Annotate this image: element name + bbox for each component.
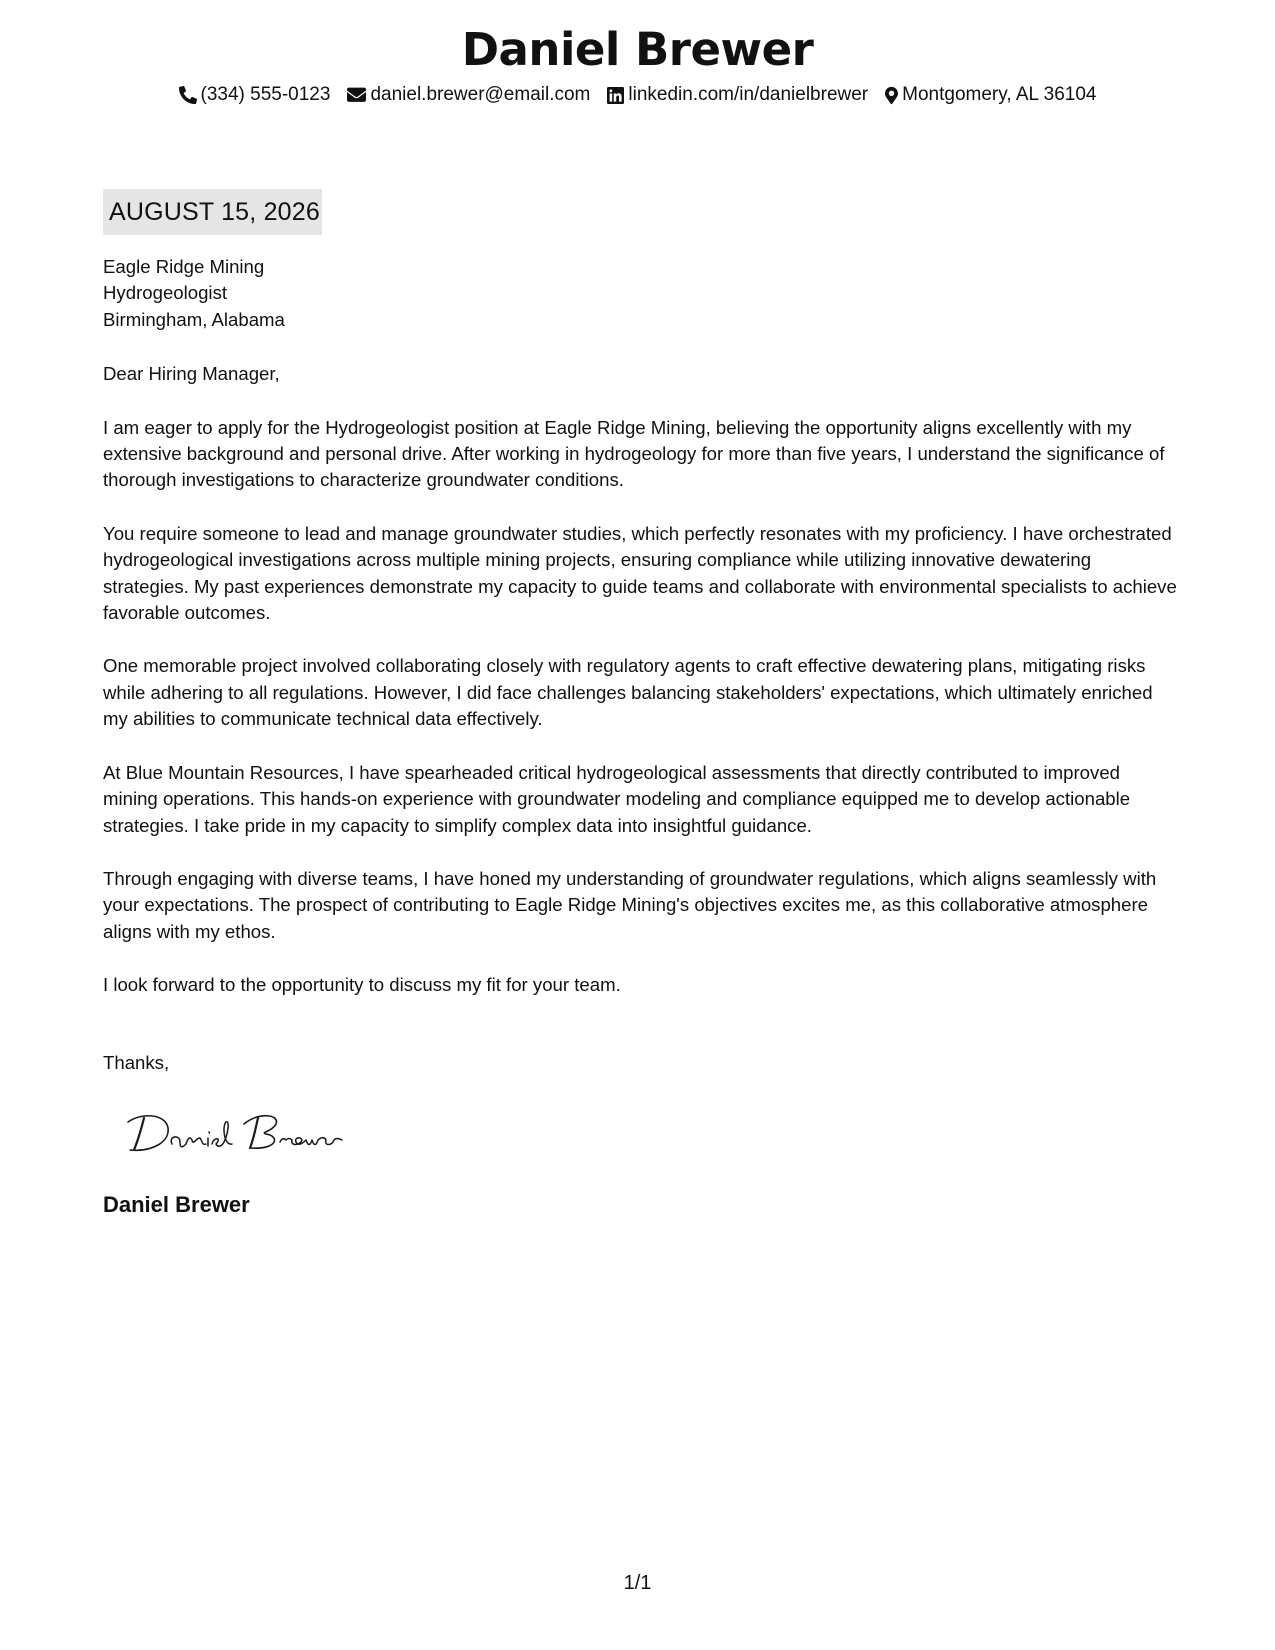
phone-icon — [179, 86, 197, 104]
contact-location — [885, 82, 1096, 108]
recipient-position: Hydrogeologist — [103, 282, 228, 304]
letter-header — [0, 22, 1275, 108]
body-paragraph: Through engaging with diverse teams, I have honed my understanding of groundwater regulations, which aligns seamlessly with your expectations. The prospect of contributing to Eagle Ridge Mining's objectives excites me, as this collaborative atmosphere aligns with my ethos. — [103, 867, 1157, 942]
email-address: daniel.brewer@email.com — [370, 84, 591, 105]
applicant-name: Daniel Brewer — [461, 23, 814, 76]
recipient-location: Birmingham, Alabama — [103, 308, 285, 330]
recipient-block — [103, 254, 1178, 333]
body-paragraph: I am eager to apply for the Hydrogeologist position at Eagle Ridge Mining, believing the opportunity aligns excellently with my extensive background and personal drive. After working in hydrogeology for more than five years, I understand the significance of thorough investigations to characterize groundwater conditions. — [103, 416, 1165, 491]
body-paragraph: I look forward to the opportunity to discuss my fit for your team. — [103, 974, 621, 996]
contact-phone — [179, 82, 331, 108]
contact-linkedin — [607, 82, 868, 108]
letter-body — [103, 254, 1178, 1076]
body-paragraph: One memorable project involved collaborating closely with regulatory agents to craft effective dewatering plans, mitigating risks while adhering to all regulations. However, I did face challenges balancing stakeholders' expectations, which ultimately enriched my abilities to communicate technical data effectively. — [103, 655, 1153, 730]
location-text: Montgomery, AL 36104 — [902, 84, 1097, 105]
envelope-icon — [347, 87, 366, 103]
linkedin-icon — [607, 87, 624, 104]
page-number: 1/1 — [623, 1572, 652, 1594]
salutation: Dear Hiring Manager, — [103, 363, 280, 385]
contact-info — [0, 82, 1275, 108]
body-paragraph: You require someone to lead and manage groundwater studies, which perfectly resonates with my proficiency. I have orchestrated hydrogeological investigations across multiple mining projects, ensuring compliance while utilizing innovative dewatering strategies. My past experiences demonstrate my capacity to guide teams and collaborate with environmental specialists to achieve favorable outcomes. — [103, 522, 1177, 624]
handwritten-signature — [120, 1106, 350, 1162]
map-pin-icon — [885, 86, 898, 105]
recipient-company: Eagle Ridge Mining — [103, 256, 265, 277]
body-paragraph: At Blue Mountain Resources, I have spearheaded critical hydrogeological assessments that directly contributed to improved mining operations. This hands-on experience with groundwater modeling and compliance equipped me to develop actionable strategies. I take pride in my capacity to simplify complex data into insightful guidance. — [103, 761, 1131, 836]
contact-email — [347, 82, 590, 108]
phone-number: (334) 555-0123 — [200, 84, 331, 105]
letter-date: AUGUST 15, 2026 — [103, 189, 322, 235]
linkedin-url: linkedin.com/in/danielbrewer — [628, 84, 869, 105]
signer-name: Daniel Brewer — [103, 1192, 250, 1217]
closing: Thanks, — [103, 1051, 170, 1073]
